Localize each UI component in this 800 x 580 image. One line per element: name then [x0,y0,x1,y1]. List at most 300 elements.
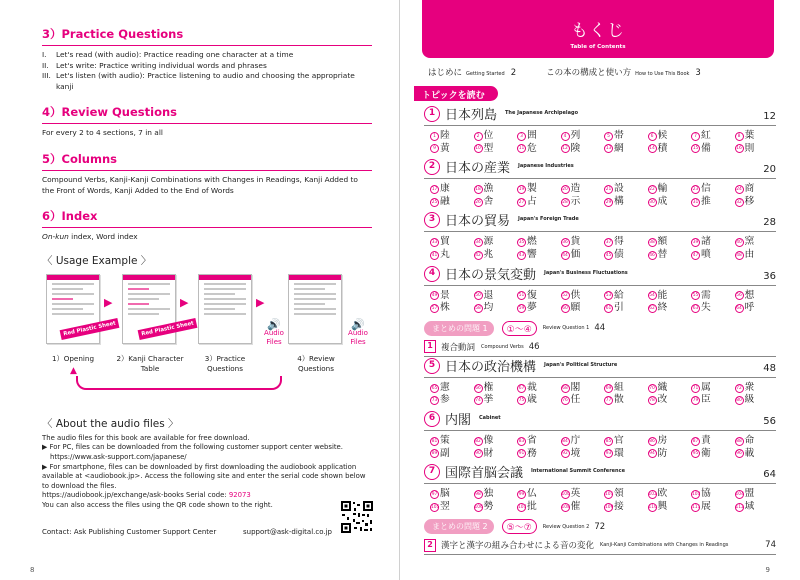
kanji-char: 推 [701,195,711,207]
topic-row[interactable] [424,357,776,378]
kanji-item [691,196,733,209]
kanji-item [561,236,603,249]
kanji-item [430,302,472,315]
kanji-char: 任 [570,394,581,406]
kanji-char: 退 [483,289,494,301]
kanji-char: 替 [657,248,668,260]
kanji-number: 11 [518,146,525,152]
kanji-number: 5 [604,132,613,141]
kanji-char: 源 [483,236,494,248]
topics-group-1 [424,105,776,318]
section-heading-index: 6）Index [42,208,372,228]
index-text-italic: On-kun [42,232,69,242]
kanji-item [561,290,603,303]
kanji-char: 裁 [527,381,537,393]
kanji-char: 列 [570,130,581,141]
red-sheet-label: Red Plastic Sheet [60,318,120,340]
kanji-char: 英 [570,488,581,500]
kanji-char: 興 [657,500,668,512]
kanji-number: 20 [562,186,568,192]
topic-page: 56 [763,415,776,427]
kanji-char: 価 [570,248,581,260]
kanji-number: 4 [561,132,570,141]
kanji-char: 示 [570,195,581,207]
topic-number: 6 [424,411,440,427]
kanji-item [474,236,516,249]
audio-files-label: Audio Files [264,328,284,346]
kanji-char: 融 [440,195,450,207]
kanji-item [517,302,559,315]
topic-number: 2 [424,159,440,175]
review-thumbnail [288,274,342,344]
kanji-grid [424,179,776,211]
section-heading-review: 4）Review Questions [42,104,372,124]
kanji-char: 臣 [701,394,711,406]
kanji-number: 58 [475,305,481,311]
kanji-char: 防 [657,447,668,459]
serial-code: 92073 [228,491,251,500]
kanji-char: 窯 [744,236,755,248]
usage-step-caption: 1）Opening [51,353,95,363]
kanji-char: 輸 [657,183,668,195]
kanji-number: 51 [518,293,525,299]
kanji-char: 房 [657,434,668,446]
kanji-item [604,130,646,143]
kanji-char: 噴 [701,248,711,260]
kanji-char: 挙 [483,394,494,406]
kanji-item [517,435,559,448]
kanji-char: 構 [614,195,624,207]
kanji-number: 86 [649,438,655,444]
review-en: Review Question 2 [542,523,590,530]
kanji-item [517,249,559,262]
kanji-item [735,196,777,209]
kanji-char: 級 [744,394,755,406]
topic-number: 3 [424,212,440,228]
kanji-grid [424,484,776,516]
index-text-rest: index, Word index [68,232,138,242]
kanji-item [430,143,472,156]
topic-row[interactable] [424,211,776,232]
kanji-number: 45 [605,252,612,258]
kanji-number: 72 [736,385,742,391]
toc-entry-title[interactable]: この本の構成と使い方 [546,68,632,78]
kanji-number: 43 [518,252,525,258]
kanji-item [691,249,733,262]
kanji-item [648,183,690,196]
kanji-number: 24 [736,186,742,192]
usage-heading: 〈 Usage Example 〉 [42,254,152,267]
kanji-item [474,290,516,303]
column-title: 複合動詞 [441,342,476,353]
kanji-char: 域 [744,500,755,512]
kanji-number: 38 [649,240,655,246]
kanji-item [430,130,472,143]
kanji-number: 62 [649,305,655,311]
review-entry[interactable] [424,517,776,536]
kanji-item [604,290,646,303]
kanji-char: 仏 [527,488,537,500]
topic-page: 36 [763,270,776,282]
kanji-number: 105 [431,504,440,510]
kanji-grid [424,126,776,158]
kanji-char: 閣 [570,381,581,393]
kanji-char: 険 [570,142,581,154]
kanji-number: 63 [692,305,699,311]
kanji-char: 舎 [483,195,494,207]
kanji-number: 53 [605,293,612,299]
arrow-right-icon: ▶ [104,295,113,309]
kanji-char: 勢 [483,500,494,512]
topic-title: 内閣 [445,412,472,428]
kanji-number: 2 [474,132,483,141]
kanji-item [561,501,603,514]
kanji-item [648,488,690,501]
kanji-item [735,290,777,303]
topic-number: 4 [424,266,440,282]
column-en: Compound Verbs [481,343,524,350]
topic-title-en: International Summit Conference [531,468,625,475]
kanji-char: 占 [527,195,537,207]
kanji-item [604,435,646,448]
kanji-char: 額 [657,236,668,248]
kanji-number: 42 [475,252,481,258]
kanji-number: 40 [736,240,742,246]
kanji-item [735,249,777,262]
kanji-char: 積 [657,142,668,154]
kanji-item [648,143,690,156]
topics-banner: トピックを読む [414,86,498,101]
kanji-number: 10 [475,146,481,152]
list-num: II. [42,60,49,70]
kanji-number: 28 [562,199,568,205]
kanji-number: 1 [430,132,439,141]
kanji-number: 6 [648,132,657,141]
kanji-number: 15 [692,146,699,152]
speaker-icon: 🔊 [267,317,281,331]
kanji-char: 想 [744,289,755,301]
topic-row[interactable] [424,463,776,484]
kanji-char: 改 [657,394,668,406]
kanji-number: 112 [735,504,744,510]
kanji-number: 108 [561,504,570,510]
kanji-char: 由 [744,248,755,260]
kanji-char: 協 [701,488,711,500]
section-heading-practice: 3）Practice Questions [42,26,372,46]
topic-number: 1 [424,106,440,122]
kanji-item [648,382,690,395]
kanji-item [561,488,603,501]
kanji-grid [424,378,776,410]
kanji-number: 17 [431,186,438,192]
kanji-number: 87 [692,438,699,444]
intro-entries [428,66,772,78]
kanji-number: 67 [518,385,525,391]
kanji-char: 囲 [527,130,537,141]
topic-title-en: The Japanese Archipelago [505,110,579,116]
toc-entry-page: 2 [510,68,517,78]
kanji-item [474,130,516,143]
kanji-item [648,448,690,461]
topic-row[interactable] [424,105,776,126]
kanji-item [648,290,690,303]
kanji-item [430,382,472,395]
topic-page: 48 [763,362,776,374]
page-number: 8 [30,566,35,574]
right-page [400,0,800,580]
kanji-number: 18 [475,186,481,192]
kanji-item [561,249,603,262]
kanji-number: 102 [648,491,657,497]
arrow-right-icon: ▶ [256,295,265,309]
kanji-char: 接 [614,500,624,512]
kanji-char: 網 [614,142,624,154]
kanji-char: 帯 [614,130,624,141]
kanji-number: 79 [692,398,699,404]
column-entry[interactable] [424,536,776,555]
kanji-item [735,435,777,448]
kanji-item [604,196,646,209]
topic-title-en: Japan's Political Structure [544,361,618,368]
kanji-number: 50 [475,293,481,299]
kanji-char: 呼 [744,302,755,314]
kanji-number: 22 [649,186,655,192]
kanji-item [691,236,733,249]
kanji-item [691,448,733,461]
kanji-number: 41 [431,252,438,258]
kanji-char: 諸 [701,236,711,248]
contact-email-link[interactable]: support@ask-digital.co.jp [243,528,332,536]
kanji-item [604,302,646,315]
kanji-item [517,394,559,407]
kanji-char: 設 [614,183,624,195]
kanji-number: 26 [475,199,481,205]
kanji-item [561,130,603,143]
review-entry[interactable] [424,319,776,338]
topic-title: 日本の政治機構 [445,359,537,375]
kanji-item [735,501,777,514]
kanji-char: 貨 [570,236,581,248]
column-page: 74 [765,540,776,551]
kanji-item [691,501,733,514]
kanji-item [604,236,646,249]
kanji-char: 環 [614,447,624,459]
kanji-number: 111 [692,504,701,510]
topic-page: 28 [763,217,776,229]
kanji-item [517,501,559,514]
kanji-number: 84 [562,438,568,444]
audio-line: You can also access the files using the QR code shown to the right. [42,500,273,509]
topic-title-en: Japanese Industries [518,163,574,170]
kanji-item [648,249,690,262]
kanji-number: 85 [605,438,612,444]
kanji-char: 備 [701,142,711,154]
practice-list [42,50,372,92]
kanji-number: 81 [431,438,438,444]
kanji-number: 56 [736,293,742,299]
kanji-number: 100 [561,491,570,497]
kanji-item [604,448,646,461]
kanji-number: 27 [518,199,525,205]
kanji-char: 信 [701,183,711,195]
review-en: Review Question 1 [542,325,590,332]
kanji-number: 73 [431,398,438,404]
kanji-number: 65 [431,385,438,391]
kanji-item [691,130,733,143]
kanji-char: 庁 [570,434,581,446]
kanji-char: 位 [483,130,494,141]
kanji-char: 丸 [440,248,450,260]
kanji-char: 参 [440,394,450,406]
kanji-item [474,501,516,514]
topic-title: 日本の景気変動 [445,267,537,283]
kanji-number: 82 [475,438,481,444]
audio-files-badge [260,317,288,347]
kanji-char: 織 [657,381,668,393]
audiobook-url-link[interactable]: https://audiobook.jp/exchange/ask-books [42,491,184,500]
kanji-number: 110 [648,504,657,510]
topic-title: 国際首脳会議 [445,466,524,482]
kanji-number: 95 [692,451,699,457]
kanji-number: 70 [649,385,655,391]
kanji-item [604,394,646,407]
column-entry[interactable] [424,338,776,357]
kanji-char: 批 [527,500,537,512]
kanji-number: 103 [692,491,701,497]
kanji-char: 策 [440,434,450,446]
kanji-char: 得 [614,236,624,248]
kanji-char: 復 [527,289,537,301]
kanji-item [430,488,472,501]
kanji-item [648,196,690,209]
kanji-number: 93 [605,451,612,457]
kanji-number: 47 [692,252,699,258]
kanji-char: 造 [570,183,581,195]
kanji-char: 独 [483,488,494,500]
kanji-char: 需 [701,289,711,301]
kanji-item [474,196,516,209]
support-url-link[interactable]: https://www.ask-support.com/japanese/ [50,452,187,461]
kanji-char: 命 [744,434,755,446]
kanji-number: 29 [605,199,612,205]
list-num: III. [42,71,51,81]
kanji-number: 76 [562,398,568,404]
column-en: Kanji-Kanji Combinations with Changes in Readings [600,542,729,549]
kanji-char: 能 [657,289,668,301]
kanji-number: 96 [736,451,742,457]
review-text: For every 2 to 4 sections, 7 in all [42,128,163,138]
kanji-number: 94 [649,451,655,457]
kanji-item [561,448,603,461]
kanji-item [474,435,516,448]
review-page: 72 [594,521,606,532]
topic-row[interactable] [424,410,776,431]
kanji-char: 憲 [440,381,450,393]
kanji-char: 引 [614,302,624,314]
kanji-number: 25 [431,199,438,205]
usage-step-caption: 4）Review Questions [297,353,335,373]
kanji-char: 衆 [744,381,755,393]
kanji-number: 59 [518,305,525,311]
review-range: ⑤〜⑦ [502,519,537,534]
kanji-item [517,382,559,395]
kanji-number: 52 [562,293,568,299]
list-item: Let's read (with audio): Practice reading one character at a time [56,50,294,59]
kanji-char: 盟 [744,488,755,500]
kanji-item [604,382,646,395]
kanji-item [517,290,559,303]
kanji-number: 101 [605,491,614,497]
kanji-number: 7 [691,132,700,141]
kanji-char: 黄 [440,142,450,154]
kanji-number: 12 [562,146,568,152]
topic-row[interactable] [424,265,776,286]
kanji-item [474,302,516,315]
kanji-item [561,302,603,315]
kanji-item [517,196,559,209]
kanji-number: 21 [605,186,612,192]
kanji-item [735,236,777,249]
kanji-item [691,488,733,501]
kanji-number: 23 [692,186,699,192]
toc-entry-title[interactable]: はじめに [428,68,463,78]
kanji-item [474,488,516,501]
topic-title: 日本の貿易 [445,214,511,230]
kanji-char: 紅 [701,130,711,141]
kanji-number: 91 [518,451,525,457]
topic-page: 64 [763,469,776,481]
kanji-item [735,488,777,501]
kanji-number: 92 [562,451,568,457]
kanji-char: 給 [614,289,624,301]
kanji-item [474,394,516,407]
kanji-char: 権 [483,381,494,393]
kanji-item [691,435,733,448]
kanji-item [430,435,472,448]
kanji-number: 31 [692,199,699,205]
kanji-number: 19 [518,186,525,192]
topic-row[interactable] [424,158,776,179]
topic-page: 20 [763,164,776,176]
kanji-number: 89 [431,451,438,457]
toc-entry-en: How to Use This Book [635,71,690,77]
kanji-number: 30 [649,199,655,205]
kanji-number: 55 [692,293,699,299]
kanji-char: 移 [744,195,755,207]
kanji-number: 13 [605,146,612,152]
loop-arrow-line [76,376,282,390]
kanji-char: 衛 [701,447,711,459]
kanji-number: 106 [474,504,483,510]
topic-number: 7 [424,464,440,480]
kanji-char: 失 [701,302,711,314]
kanji-item [561,394,603,407]
kanji-item [735,130,777,143]
toc-list [424,105,776,555]
kanji-item [561,435,603,448]
kanji-char: 康 [440,183,450,195]
column-page: 46 [528,341,540,352]
qr-code-icon[interactable] [340,500,374,534]
kanji-number: 16 [736,146,742,152]
kanji-char: 成 [657,195,668,207]
audio-files-badge [344,317,372,347]
list-item: Let's write: Practice writing individual words and phrases [56,60,267,70]
kanji-number: 60 [562,305,568,311]
usage-step-caption: 2）Kanji Character Table [116,353,184,373]
columns-text: Compound Verbs, Kanji-Kanji Combinations with Changes in Readings, Kanji Added to the Front of Words, Kanji Added to the End of Words [42,174,358,195]
kanji-number: 64 [736,305,742,311]
